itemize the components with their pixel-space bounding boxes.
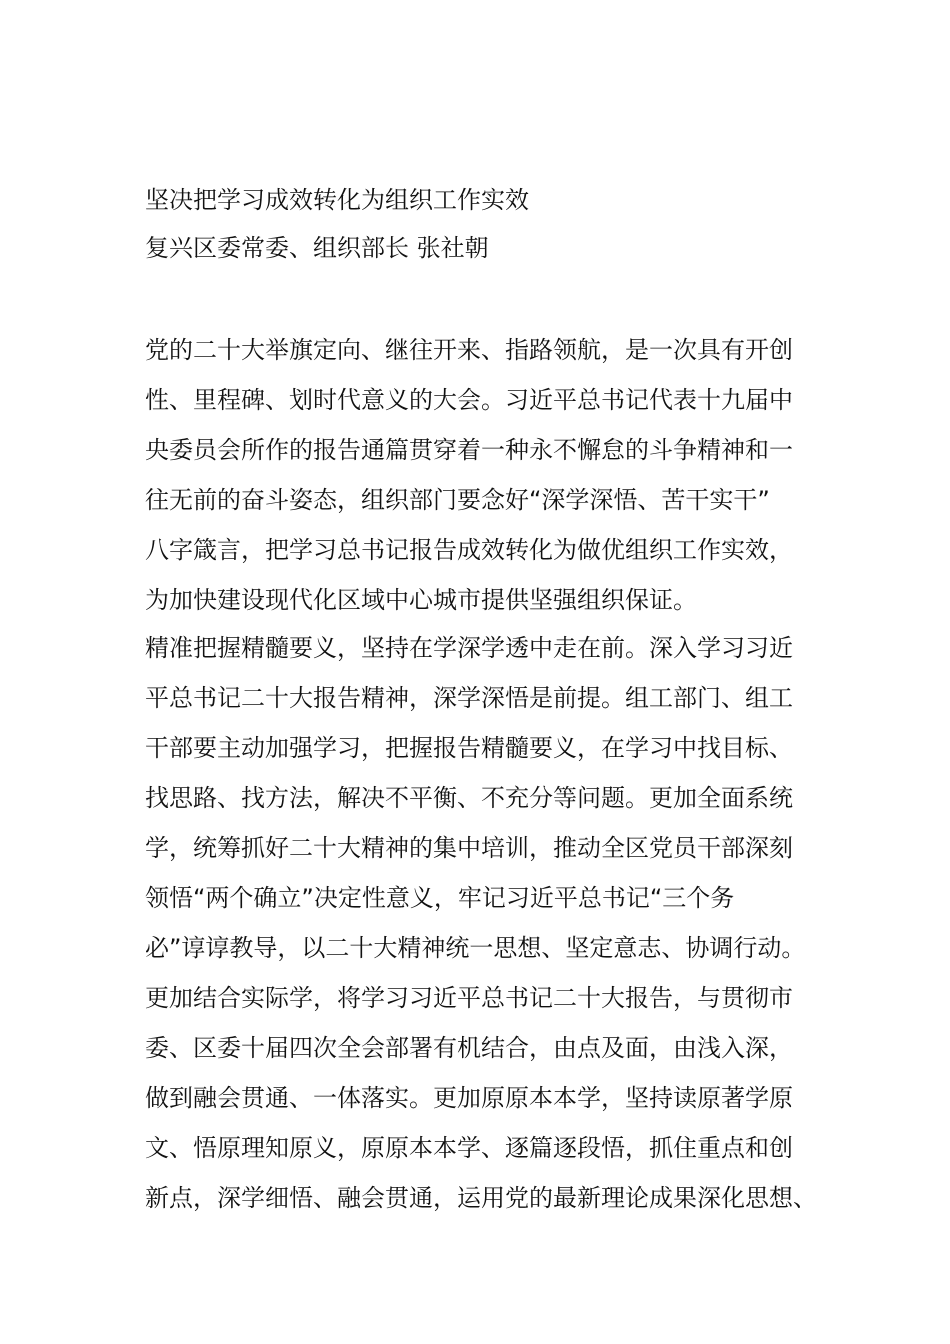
- body-line: 必”谆谆教导，以二十大精神统一思想、坚定意志、协调行动。: [145, 934, 806, 962]
- body-line: 平总书记二十大报告精神，深学深悟是前提。组工部门、组工: [145, 684, 793, 712]
- body-line: 干部要主动加强学习，把握报告精髓要义，在学习中找目标、: [145, 734, 793, 762]
- body-line: 精准把握精髓要义，坚持在学深学透中走在前。深入学习习近: [145, 634, 793, 662]
- body-line: 学，统筹抓好二十大精神的集中培训，推动全区党员干部深刻: [145, 834, 793, 862]
- document-title: 坚决把学习成效转化为组织工作实效: [145, 186, 529, 214]
- body-line: 更加结合实际学，将学习习近平总书记二十大报告，与贯彻市: [145, 984, 793, 1012]
- body-line: 新点，深学细悟、融会贯通，运用党的最新理论成果深化思想、: [145, 1184, 817, 1212]
- body-line: 委、区委十届四次全会部署有机结合，由点及面，由浅入深，: [145, 1034, 793, 1062]
- body-line: 性、里程碑、划时代意义的大会。习近平总书记代表十九届中: [145, 386, 793, 414]
- body-line: 央委员会所作的报告通篇贯穿着一种永不懈怠的斗争精神和一: [145, 436, 793, 464]
- body-line: 领悟“两个确立”决定性意义，牢记习近平总书记“三个务: [145, 884, 735, 912]
- body-line: 找思路、找方法，解决不平衡、不充分等问题。更加全面系统: [145, 784, 793, 812]
- body-line: 往无前的奋斗姿态，组织部门要念好“深学深悟、苦干实干”: [145, 486, 770, 514]
- document-author: 复兴区委常委、组织部长 张社朝: [145, 234, 489, 262]
- body-line: 为加快建设现代化区域中心城市提供坚强组织保证。: [145, 586, 697, 614]
- body-line: 做到融会贯通、一体落实。更加原原本本学，坚持读原著学原: [145, 1084, 793, 1112]
- body-line: 党的二十大举旗定向、继往开来、指路领航，是一次具有开创: [145, 336, 793, 364]
- body-line: 文、悟原理知原义，原原本本学、逐篇逐段悟，抓住重点和创: [145, 1134, 793, 1162]
- body-line: 八字箴言，把学习总书记报告成效转化为做优组织工作实效，: [145, 536, 793, 564]
